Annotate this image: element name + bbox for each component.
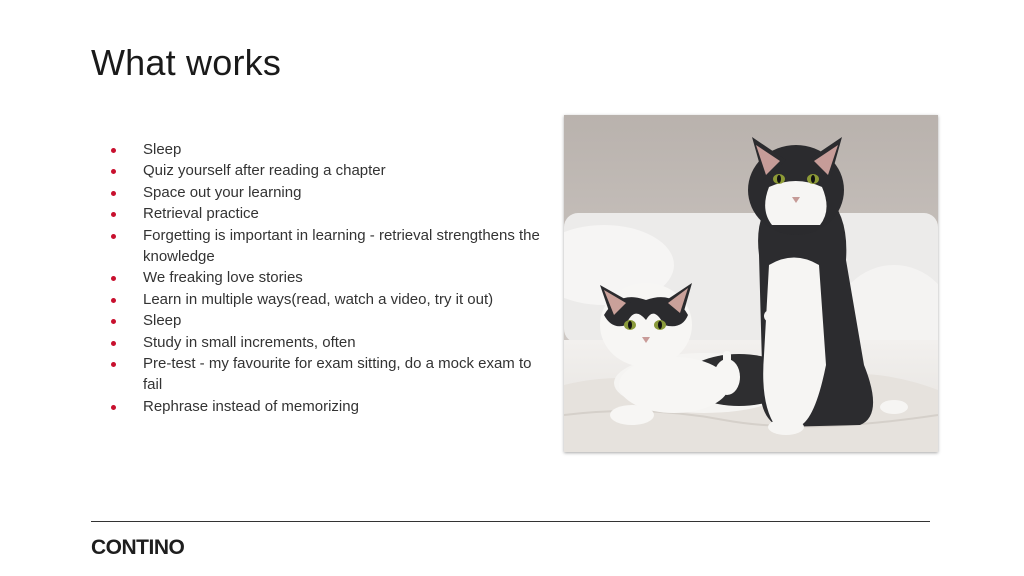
bullet-icon [111,169,116,174]
bullet-icon [111,341,116,346]
list-item-text: Sleep [143,141,182,158]
list-item-text: Space out your learning [143,183,302,201]
list-item-text: Sleep [143,312,182,330]
list-item [108,203,553,224]
list-item-text: Study in small increments, often [143,333,356,351]
page-title: What works [91,42,282,83]
bullet-icon [111,148,116,153]
list-item [108,353,553,396]
list-item [108,310,553,331]
cats-thumbs-up-image [564,115,938,452]
bullet-icon [111,362,116,367]
list-item [108,267,553,288]
list-item-text: Forgetting is important in learning - retrieval strengthens the knowledge [143,226,540,266]
bullet-icon [111,212,116,217]
list-item [108,160,553,181]
list-item-text: Learn in multiple ways(read, watch a video, try it out) [143,290,494,308]
list-item-text: Pre-test - my favourite for exam sitting, do a mock exam to fail [143,355,532,394]
bullet-icon [111,405,116,410]
list-item-text: Quiz yourself after reading a chapter [143,162,386,180]
contino-logo: CONTINO [91,536,185,559]
list-item [108,396,553,417]
list-item [108,182,553,203]
list-item [108,289,553,310]
bullet-icon [111,276,116,281]
bullet-icon [111,298,116,303]
list-item [108,332,553,353]
list-item-text: Rephrase instead of memorizing [143,397,359,415]
cats-photo [564,115,938,452]
footer-divider [91,521,930,522]
list-item [108,139,553,160]
bullet-icon [111,319,116,324]
list-item-text: We freaking love stories [143,269,303,287]
list-item-text: Retrieval practice [143,205,259,223]
bullet-icon [111,191,116,196]
bullet-list [108,139,553,417]
bullet-icon [111,234,116,239]
list-item [108,225,553,268]
